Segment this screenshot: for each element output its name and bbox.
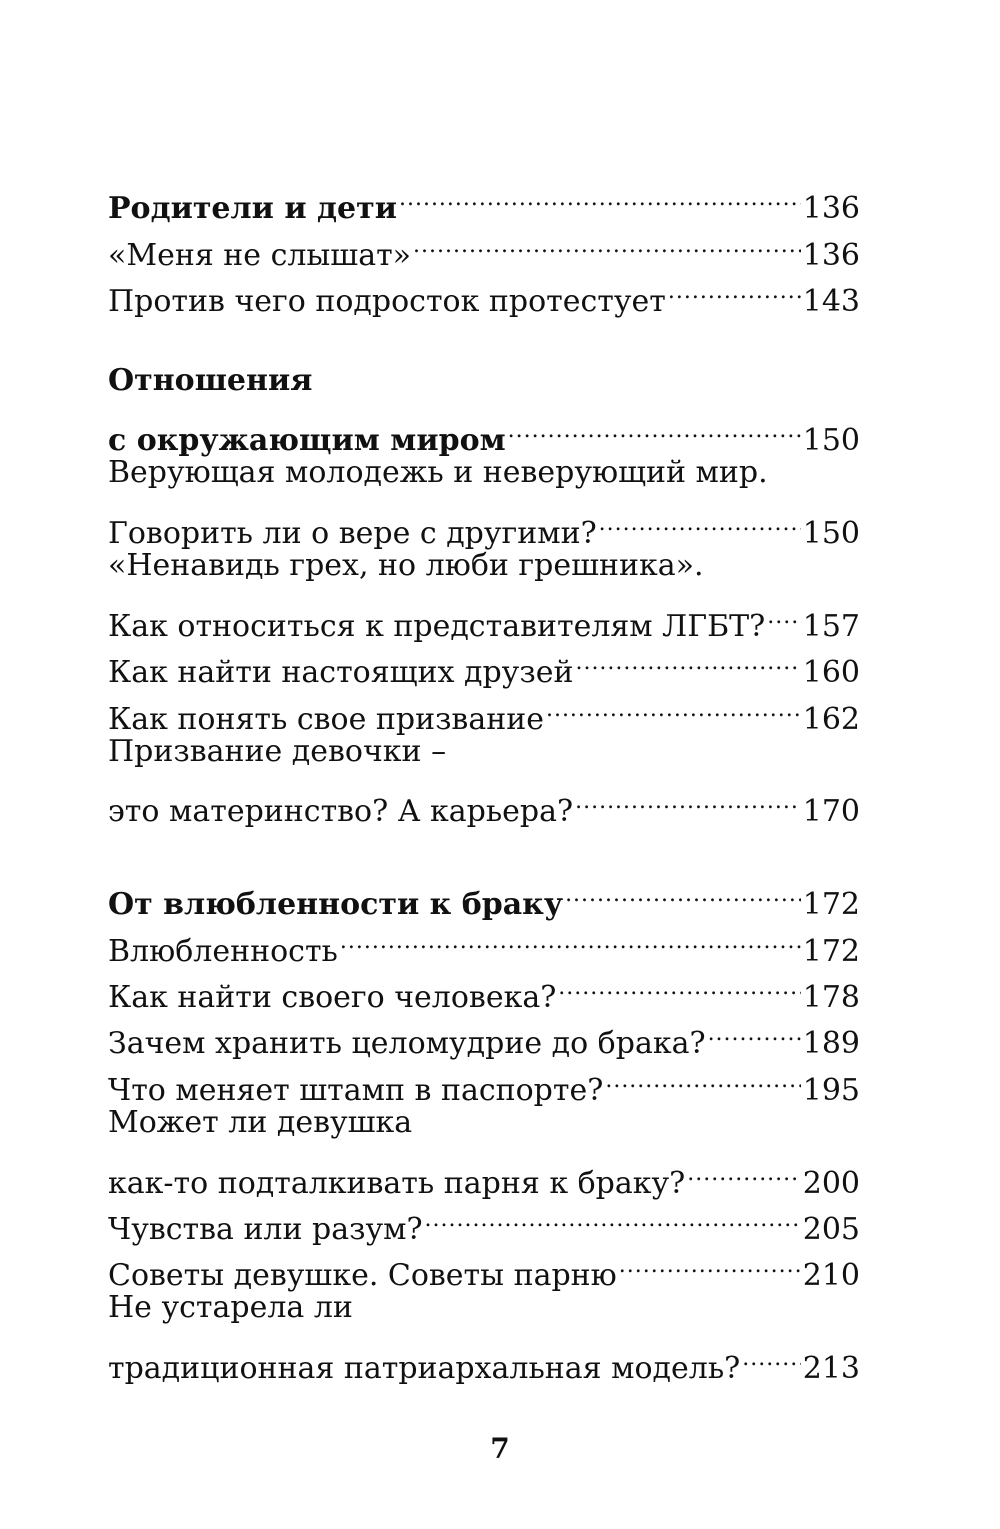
page-number: 172 — [802, 887, 860, 923]
page-number: 150 — [802, 423, 860, 459]
entry-title: Призвание девочки – — [108, 733, 447, 769]
dot-leader — [399, 172, 801, 218]
dot-leader — [767, 590, 801, 636]
page-number: 150 — [802, 516, 860, 552]
entry-title: Против чего подросток протестует — [108, 284, 666, 320]
entry-title: Не устарела ли — [108, 1290, 353, 1326]
page-number: 136 — [802, 237, 860, 273]
page-footer-number: 7 — [490, 1432, 510, 1465]
entry-title: Может ли девушка — [108, 1104, 413, 1140]
section-heading-text: От влюбленности к браку — [108, 887, 564, 923]
dot-leader — [605, 1053, 800, 1099]
page-number: 195 — [802, 1072, 860, 1108]
dot-leader — [425, 1193, 801, 1239]
toc-entry — [108, 590, 860, 644]
entry-title: как-то подталкивать парня к браку? — [108, 1165, 686, 1201]
toc-section-heading — [108, 358, 860, 404]
page-number: 170 — [802, 794, 860, 830]
entry-title: Как найти своего человека? — [108, 980, 557, 1016]
dot-leader — [687, 1146, 800, 1192]
dot-leader — [575, 636, 800, 682]
toc-entry — [108, 775, 860, 830]
entry-title: Что меняет штамп в паспорте? — [108, 1072, 604, 1108]
toc-section-heading — [108, 404, 860, 459]
section-heading-text: с окружающим миром — [108, 423, 506, 459]
toc-entry — [108, 543, 860, 589]
entry-title: Советы девушке. Советы парню — [108, 1258, 617, 1294]
page-number: 200 — [802, 1165, 860, 1201]
entry-title: Влюбленность — [108, 933, 338, 969]
entry-title: традиционная патриархальная модель? — [108, 1351, 741, 1387]
page-number: 136 — [802, 191, 860, 227]
dot-leader — [742, 1332, 800, 1378]
dot-leader — [619, 1239, 801, 1285]
page-number: 189 — [802, 1026, 860, 1062]
entry-title: «Меня не слышат» — [108, 237, 412, 273]
entry-title: Зачем хранить целомудрие до брака? — [108, 1026, 706, 1062]
entry-title: «Ненавидь грех, но люби грешника». — [108, 548, 704, 584]
toc-entry — [108, 1332, 860, 1387]
section-heading-text: Родители и дети — [108, 191, 397, 227]
page-number: 178 — [802, 980, 860, 1016]
page-number: 162 — [802, 701, 860, 737]
dot-leader — [599, 497, 801, 543]
toc-section-heading — [108, 172, 860, 227]
page-number: 205 — [802, 1211, 860, 1247]
dot-leader — [558, 961, 800, 1007]
dot-leader — [413, 218, 801, 264]
entry-title: Верующая молодежь и неверующий мир. — [108, 455, 768, 491]
entry-title: Чувства или разум? — [108, 1211, 423, 1247]
toc-section-heading — [108, 868, 860, 923]
dot-leader — [546, 682, 801, 728]
section-heading-text: Отношения — [108, 362, 313, 398]
entry-title: это материнство? А карьера? — [108, 794, 574, 830]
page-number: 143 — [802, 284, 860, 320]
page-number: 213 — [802, 1351, 860, 1387]
entry-title: Как найти настоящих друзей — [108, 655, 574, 691]
entry-title: Как относиться к представителям ЛГБТ? — [108, 608, 766, 644]
page-number: 172 — [802, 933, 860, 969]
page-number: 160 — [802, 655, 860, 691]
dot-leader — [340, 914, 801, 960]
entry-title: Говорить ли о вере с другими? — [108, 516, 597, 552]
dot-leader — [668, 265, 801, 311]
dot-leader — [565, 868, 801, 914]
dot-leader — [708, 1007, 801, 1053]
entry-title: Как понять свое призвание — [108, 701, 544, 737]
dot-leader — [575, 775, 801, 821]
page-number: 157 — [802, 608, 860, 644]
toc-entry — [108, 1146, 860, 1201]
dot-leader — [508, 404, 801, 450]
table-of-contents — [108, 172, 860, 1387]
page-number: 210 — [802, 1258, 860, 1294]
toc-entry — [108, 497, 860, 552]
toc-entry — [108, 450, 860, 496]
